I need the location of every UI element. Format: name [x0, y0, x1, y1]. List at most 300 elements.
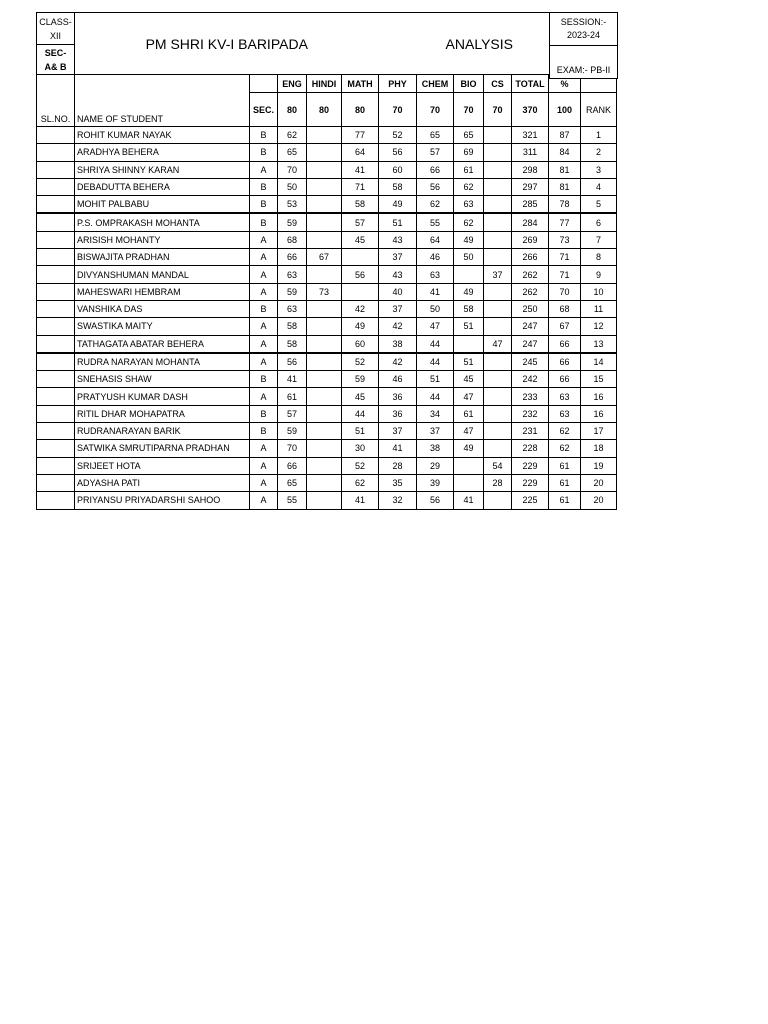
- mark-cell-bio: 58: [454, 300, 484, 317]
- session-box: [549, 12, 618, 79]
- mark-cell-pct: 68: [549, 300, 581, 317]
- mark-cell-eng: 55: [278, 492, 307, 509]
- student-name: TATHAGATA ABATAR BEHERA: [75, 335, 250, 353]
- student-name: SNEHASIS SHAW: [75, 371, 250, 388]
- mark-cell-math: 51: [342, 423, 379, 440]
- mark-cell-cs: 47: [484, 335, 512, 353]
- sec-label: SEC-: [44, 47, 67, 58]
- section-cell: A: [250, 249, 278, 266]
- session-label: SESSION:-: [560, 17, 607, 27]
- mark-cell-total: 284: [512, 213, 549, 231]
- mark-cell-math: 45: [342, 388, 379, 405]
- student-name: BISWAJITA PRADHAN: [75, 249, 250, 266]
- mark-cell-math: 45: [342, 231, 379, 248]
- mark-cell-phy: 36: [379, 405, 417, 422]
- mark-cell-bio: [454, 474, 484, 491]
- student-name: SRIJEET HOTA: [75, 457, 250, 474]
- table-row: [37, 492, 617, 509]
- slno-cell: [37, 266, 75, 283]
- table-row: [37, 423, 617, 440]
- mark-cell-total: 231: [512, 423, 549, 440]
- subject-header-phy: PHY: [379, 75, 417, 93]
- mark-cell-bio: 45: [454, 371, 484, 388]
- mark-cell-hindi: 73: [307, 283, 342, 300]
- mark-cell-hindi: [307, 388, 342, 405]
- mark-cell-bio: 65: [454, 127, 484, 144]
- table-row: [37, 405, 617, 422]
- student-name: SATWIKA SMRUTIPARNA PRADHAN: [75, 440, 250, 457]
- mark-cell-phy: 28: [379, 457, 417, 474]
- subject-header-cs: CS: [484, 75, 512, 93]
- mark-cell-pct: 87: [549, 127, 581, 144]
- mark-cell-eng: 65: [278, 144, 307, 161]
- mark-cell-cs: [484, 178, 512, 195]
- slno-cell: [37, 283, 75, 300]
- section-cell: A: [250, 474, 278, 491]
- mark-cell-chem: 46: [417, 249, 454, 266]
- student-name: PRATYUSH KUMAR DASH: [75, 388, 250, 405]
- mark-cell-bio: 63: [454, 196, 484, 214]
- student-name: DEBADUTTA BEHERA: [75, 178, 250, 195]
- mark-cell-total: 311: [512, 144, 549, 161]
- mark-cell-hindi: [307, 353, 342, 371]
- max-marks-cs: 70: [484, 93, 512, 127]
- mark-cell-cs: [484, 405, 512, 422]
- table-row: [37, 440, 617, 457]
- mark-cell-math: 57: [342, 213, 379, 231]
- mark-cell-phy: 42: [379, 353, 417, 371]
- mark-cell-chem: 44: [417, 388, 454, 405]
- mark-cell-cs: [484, 423, 512, 440]
- subject-header-row: [37, 75, 617, 93]
- table-row: [37, 144, 617, 161]
- mark-cell-cs: [484, 249, 512, 266]
- mark-cell-total: 262: [512, 283, 549, 300]
- mark-cell-eng: 58: [278, 318, 307, 335]
- mark-cell-hindi: [307, 300, 342, 317]
- slno-cell: [37, 249, 75, 266]
- mark-cell-phy: 58: [379, 178, 417, 195]
- mark-cell-chem: 62: [417, 196, 454, 214]
- mark-cell-total: 247: [512, 318, 549, 335]
- student-name: RITIL DHAR MOHAPATRA: [75, 405, 250, 422]
- table-row: [37, 178, 617, 195]
- slno-header: SL.NO.: [37, 75, 75, 127]
- mark-cell-cs: [484, 213, 512, 231]
- subject-header-bio: BIO: [454, 75, 484, 93]
- mark-cell-total: 245: [512, 353, 549, 371]
- section-cell: A: [250, 492, 278, 509]
- mark-cell-chem: 65: [417, 127, 454, 144]
- mark-cell-hindi: [307, 423, 342, 440]
- student-name: P.S. OMPRAKASH MOHANTA: [75, 213, 250, 231]
- mark-cell-hindi: [307, 474, 342, 491]
- mark-cell-hindi: [307, 457, 342, 474]
- rank-cell: 17: [581, 423, 617, 440]
- slno-cell: [37, 318, 75, 335]
- section-cell: A: [250, 231, 278, 248]
- mark-cell-cs: [484, 144, 512, 161]
- mark-cell-math: 52: [342, 353, 379, 371]
- rank-cell: 8: [581, 249, 617, 266]
- mark-cell-hindi: [307, 266, 342, 283]
- mark-cell-pct: 77: [549, 213, 581, 231]
- mark-cell-total: 228: [512, 440, 549, 457]
- mark-cell-eng: 59: [278, 423, 307, 440]
- rank-cell: 6: [581, 213, 617, 231]
- rank-cell: 1: [581, 127, 617, 144]
- mark-cell-cs: [484, 161, 512, 178]
- section-cell: A: [250, 335, 278, 353]
- mark-cell-chem: 41: [417, 283, 454, 300]
- section-cell: B: [250, 405, 278, 422]
- mark-cell-pct: 62: [549, 423, 581, 440]
- max-marks-bio: 70: [454, 93, 484, 127]
- rank-cell: 20: [581, 492, 617, 509]
- mark-cell-chem: 44: [417, 335, 454, 353]
- subject-header-pct: %: [549, 75, 581, 93]
- section-cell: A: [250, 318, 278, 335]
- mark-cell-cs: 37: [484, 266, 512, 283]
- mark-cell-phy: 49: [379, 196, 417, 214]
- mark-cell-eng: 70: [278, 440, 307, 457]
- mark-cell-bio: 62: [454, 178, 484, 195]
- student-name: RUDRA NARAYAN MOHANTA: [75, 353, 250, 371]
- slno-cell: [37, 144, 75, 161]
- rank-cell: 15: [581, 371, 617, 388]
- mark-cell-total: 229: [512, 457, 549, 474]
- mark-cell-phy: 60: [379, 161, 417, 178]
- mark-cell-cs: 28: [484, 474, 512, 491]
- mark-cell-pct: 84: [549, 144, 581, 161]
- max-marks-pct: 100: [549, 93, 581, 127]
- mark-cell-hindi: [307, 371, 342, 388]
- rank-cell: 18: [581, 440, 617, 457]
- mark-cell-pct: 81: [549, 161, 581, 178]
- mark-cell-math: 58: [342, 196, 379, 214]
- rank-cell: 2: [581, 144, 617, 161]
- mark-cell-chem: 57: [417, 144, 454, 161]
- student-name: RUDRANARAYAN BARIK: [75, 423, 250, 440]
- mark-cell-math: 52: [342, 457, 379, 474]
- section-cell: A: [250, 161, 278, 178]
- mark-cell-hindi: [307, 231, 342, 248]
- mark-cell-phy: 43: [379, 266, 417, 283]
- slno-cell: [37, 353, 75, 371]
- subject-header-hindi: HINDI: [307, 75, 342, 93]
- mark-cell-eng: 68: [278, 231, 307, 248]
- mark-cell-pct: 71: [549, 249, 581, 266]
- table-row: [37, 196, 617, 214]
- mark-cell-math: 59: [342, 371, 379, 388]
- section-cell: A: [250, 440, 278, 457]
- student-name: ARADHYA BEHERA: [75, 144, 250, 161]
- mark-cell-math: 30: [342, 440, 379, 457]
- mark-cell-cs: [484, 318, 512, 335]
- mark-cell-math: [342, 249, 379, 266]
- mark-cell-total: 297: [512, 178, 549, 195]
- student-name: DIVYANSHUMAN MANDAL: [75, 266, 250, 283]
- mark-cell-chem: 38: [417, 440, 454, 457]
- rank-cell: 20: [581, 474, 617, 491]
- mark-cell-eng: 53: [278, 196, 307, 214]
- mark-cell-eng: 63: [278, 266, 307, 283]
- name-header: NAME OF STUDENT: [75, 75, 250, 127]
- mark-cell-pct: 70: [549, 283, 581, 300]
- mark-cell-phy: 37: [379, 300, 417, 317]
- mark-cell-hindi: [307, 127, 342, 144]
- mark-cell-phy: 37: [379, 423, 417, 440]
- mark-cell-total: 298: [512, 161, 549, 178]
- section-cell: B: [250, 196, 278, 214]
- mark-cell-bio: 49: [454, 283, 484, 300]
- mark-cell-pct: 66: [549, 335, 581, 353]
- mark-cell-eng: 59: [278, 283, 307, 300]
- table-row: [37, 371, 617, 388]
- mark-cell-phy: 52: [379, 127, 417, 144]
- section-cell: B: [250, 300, 278, 317]
- student-name: ARISISH MOHANTY: [75, 231, 250, 248]
- mark-cell-total: 225: [512, 492, 549, 509]
- table-row: [37, 266, 617, 283]
- section-cell: B: [250, 213, 278, 231]
- mark-cell-pct: 66: [549, 371, 581, 388]
- mark-cell-chem: 64: [417, 231, 454, 248]
- mark-cell-bio: 51: [454, 318, 484, 335]
- mark-cell-bio: 49: [454, 440, 484, 457]
- mark-cell-bio: [454, 457, 484, 474]
- student-name: ADYASHA PATI: [75, 474, 250, 491]
- table-row: [37, 161, 617, 178]
- table-row: [37, 283, 617, 300]
- rank-header: RANK: [581, 93, 617, 127]
- mark-cell-total: 321: [512, 127, 549, 144]
- mark-cell-hindi: 67: [307, 249, 342, 266]
- mark-cell-bio: [454, 266, 484, 283]
- student-name: SHRIYA SHINNY KARAN: [75, 161, 250, 178]
- mark-cell-bio: 51: [454, 353, 484, 371]
- section-cell: A: [250, 457, 278, 474]
- mark-cell-pct: 66: [549, 353, 581, 371]
- rank-cell: 4: [581, 178, 617, 195]
- section-cell: A: [250, 283, 278, 300]
- table-row: [37, 127, 617, 144]
- mark-cell-math: 49: [342, 318, 379, 335]
- table-row: [37, 457, 617, 474]
- mark-cell-hindi: [307, 196, 342, 214]
- student-name: SWASTIKA MAITY: [75, 318, 250, 335]
- mark-cell-pct: 73: [549, 231, 581, 248]
- mark-cell-chem: 63: [417, 266, 454, 283]
- mark-cell-chem: 56: [417, 492, 454, 509]
- slno-cell: [37, 405, 75, 422]
- mark-cell-total: 242: [512, 371, 549, 388]
- section-cell: A: [250, 388, 278, 405]
- mark-cell-eng: 70: [278, 161, 307, 178]
- session-value: 2023-24: [566, 30, 601, 40]
- mark-cell-phy: 35: [379, 474, 417, 491]
- mark-cell-hindi: [307, 318, 342, 335]
- mark-cell-eng: 41: [278, 371, 307, 388]
- mark-cell-total: 285: [512, 196, 549, 214]
- mark-cell-eng: 66: [278, 457, 307, 474]
- table-row: [37, 474, 617, 491]
- mark-cell-hindi: [307, 405, 342, 422]
- max-marks-phy: 70: [379, 93, 417, 127]
- slno-cell: [37, 127, 75, 144]
- slno-cell: [37, 178, 75, 195]
- mark-cell-cs: [484, 283, 512, 300]
- student-name: MOHIT PALBABU: [75, 196, 250, 214]
- student-name: ROHIT KUMAR NAYAK: [75, 127, 250, 144]
- mark-cell-pct: 63: [549, 405, 581, 422]
- sec-cell: [37, 45, 75, 75]
- mark-cell-pct: 81: [549, 178, 581, 195]
- mark-cell-cs: [484, 492, 512, 509]
- slno-cell: [37, 492, 75, 509]
- mark-cell-cs: [484, 371, 512, 388]
- slno-cell: [37, 388, 75, 405]
- mark-cell-math: 56: [342, 266, 379, 283]
- mark-cell-total: 229: [512, 474, 549, 491]
- section-cell: B: [250, 178, 278, 195]
- mark-cell-math: 71: [342, 178, 379, 195]
- subject-header-eng: ENG: [278, 75, 307, 93]
- rank-cell: 5: [581, 196, 617, 214]
- slno-cell: [37, 231, 75, 248]
- max-marks-chem: 70: [417, 93, 454, 127]
- mark-cell-pct: 67: [549, 318, 581, 335]
- subject-header-math: MATH: [342, 75, 379, 93]
- mark-cell-eng: 65: [278, 474, 307, 491]
- mark-cell-phy: 32: [379, 492, 417, 509]
- slno-cell: [37, 371, 75, 388]
- rank-cell: 19: [581, 457, 617, 474]
- mark-cell-eng: 57: [278, 405, 307, 422]
- slno-cell: [37, 196, 75, 214]
- rank-cell: 14: [581, 353, 617, 371]
- mark-cell-eng: 62: [278, 127, 307, 144]
- section-cell: A: [250, 266, 278, 283]
- mark-cell-math: 41: [342, 161, 379, 178]
- mark-cell-total: 266: [512, 249, 549, 266]
- student-name: VANSHIKA DAS: [75, 300, 250, 317]
- mark-cell-hindi: [307, 178, 342, 195]
- mark-cell-hindi: [307, 161, 342, 178]
- table-row: [37, 353, 617, 371]
- mark-cell-pct: 63: [549, 388, 581, 405]
- mark-cell-cs: [484, 127, 512, 144]
- slno-cell: [37, 423, 75, 440]
- table-row: [37, 231, 617, 248]
- section-cell: B: [250, 423, 278, 440]
- mark-cell-chem: 37: [417, 423, 454, 440]
- mark-cell-cs: 54: [484, 457, 512, 474]
- rank-cell: 13: [581, 335, 617, 353]
- section-cell: B: [250, 144, 278, 161]
- mark-cell-hindi: [307, 492, 342, 509]
- mark-cell-math: 64: [342, 144, 379, 161]
- slno-cell: [37, 440, 75, 457]
- rank-cell: 10: [581, 283, 617, 300]
- mark-cell-hindi: [307, 213, 342, 231]
- mark-cell-eng: 59: [278, 213, 307, 231]
- mark-cell-math: 42: [342, 300, 379, 317]
- table-row: [37, 335, 617, 353]
- mark-cell-total: 233: [512, 388, 549, 405]
- mark-cell-pct: 61: [549, 457, 581, 474]
- mark-cell-bio: 61: [454, 405, 484, 422]
- mark-cell-hindi: [307, 144, 342, 161]
- mark-cell-bio: 62: [454, 213, 484, 231]
- mark-cell-cs: [484, 388, 512, 405]
- mark-cell-total: 232: [512, 405, 549, 422]
- mark-cell-cs: [484, 196, 512, 214]
- mark-cell-chem: 29: [417, 457, 454, 474]
- mark-cell-phy: 51: [379, 213, 417, 231]
- mark-cell-bio: [454, 335, 484, 353]
- mark-cell-bio: 47: [454, 423, 484, 440]
- table-row: [37, 318, 617, 335]
- result-sheet: [36, 12, 617, 510]
- mark-cell-bio: 47: [454, 388, 484, 405]
- mark-cell-total: 250: [512, 300, 549, 317]
- subject-header-chem: CHEM: [417, 75, 454, 93]
- mark-cell-bio: 49: [454, 231, 484, 248]
- rank-cell: 9: [581, 266, 617, 283]
- sec-header-blank: [250, 75, 278, 93]
- mark-cell-eng: 66: [278, 249, 307, 266]
- mark-cell-cs: [484, 353, 512, 371]
- mark-cell-eng: 63: [278, 300, 307, 317]
- rank-cell: 16: [581, 405, 617, 422]
- mark-cell-pct: 62: [549, 440, 581, 457]
- max-marks-math: 80: [342, 93, 379, 127]
- mark-cell-hindi: [307, 440, 342, 457]
- table-row: [37, 213, 617, 231]
- mark-cell-chem: 34: [417, 405, 454, 422]
- mark-cell-cs: [484, 440, 512, 457]
- max-marks-hindi: 80: [307, 93, 342, 127]
- rank-cell: 16: [581, 388, 617, 405]
- mark-cell-chem: 50: [417, 300, 454, 317]
- mark-cell-total: 269: [512, 231, 549, 248]
- mark-cell-eng: 61: [278, 388, 307, 405]
- rank-cell: 7: [581, 231, 617, 248]
- slno-cell: [37, 161, 75, 178]
- mark-cell-chem: 47: [417, 318, 454, 335]
- school-name: PM SHRI KV-I BARIPADA: [75, 13, 379, 75]
- slno-cell: [37, 213, 75, 231]
- table-row: [37, 388, 617, 405]
- mark-cell-phy: 42: [379, 318, 417, 335]
- mark-cell-bio: 41: [454, 492, 484, 509]
- subject-header-total: TOTAL: [512, 75, 549, 93]
- max-marks-eng: 80: [278, 93, 307, 127]
- mark-cell-cs: [484, 300, 512, 317]
- mark-cell-cs: [484, 231, 512, 248]
- class-label: CLASS-: [39, 16, 72, 27]
- mark-cell-total: 262: [512, 266, 549, 283]
- mark-cell-chem: 56: [417, 178, 454, 195]
- analysis-title: ANALYSIS: [379, 13, 581, 75]
- section-cell: B: [250, 127, 278, 144]
- mark-cell-phy: 43: [379, 231, 417, 248]
- mark-cell-phy: 37: [379, 249, 417, 266]
- mark-cell-math: [342, 283, 379, 300]
- mark-cell-total: 247: [512, 335, 549, 353]
- mark-cell-math: 62: [342, 474, 379, 491]
